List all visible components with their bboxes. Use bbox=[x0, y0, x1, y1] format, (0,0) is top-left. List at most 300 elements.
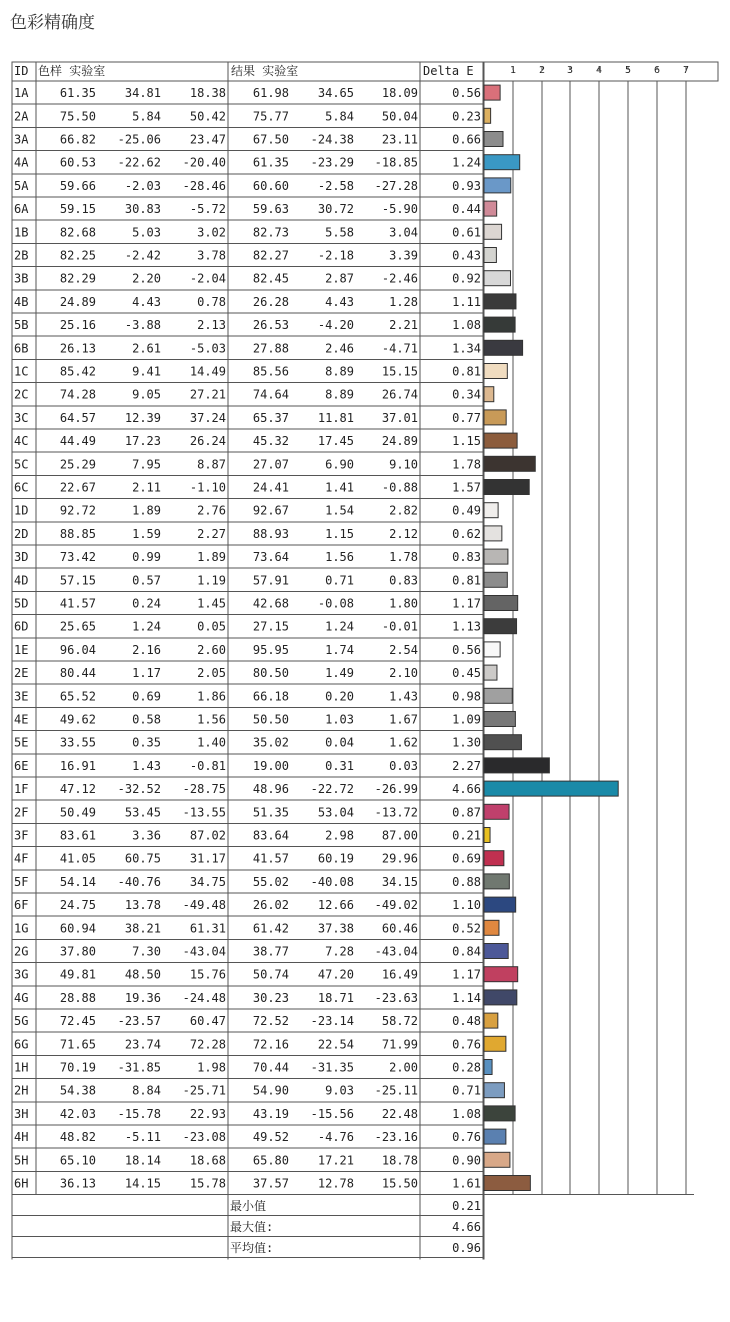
table-row bbox=[12, 549, 508, 568]
delta-e-value: 0.93 bbox=[452, 178, 481, 193]
row-id: 2F bbox=[14, 805, 29, 820]
table-row bbox=[12, 619, 517, 638]
table-row bbox=[12, 712, 515, 731]
result-b-value: 26.74 bbox=[381, 387, 418, 402]
delta-e-value: 0.90 bbox=[452, 1153, 481, 1168]
result-l-value: 72.16 bbox=[252, 1037, 289, 1052]
result-a-value: 17.21 bbox=[317, 1153, 354, 1168]
sample-a-value: 9.41 bbox=[132, 364, 161, 379]
result-b-value: 60.46 bbox=[381, 921, 418, 936]
result-l-value: 80.50 bbox=[252, 666, 289, 681]
sample-b-value: 31.17 bbox=[189, 851, 226, 866]
result-l-value: 26.53 bbox=[252, 318, 289, 333]
result-b-value: -0.88 bbox=[381, 480, 418, 495]
result-a-value: 18.71 bbox=[317, 990, 354, 1005]
result-l-value: 75.77 bbox=[252, 109, 289, 124]
result-l-value: 83.64 bbox=[252, 828, 289, 843]
table-row bbox=[12, 526, 502, 545]
sample-a-value: 13.78 bbox=[124, 898, 161, 913]
delta-e-bar bbox=[484, 155, 520, 170]
row-id: 6E bbox=[14, 758, 29, 773]
row-id: 1A bbox=[14, 86, 29, 101]
sample-a-value: 0.24 bbox=[132, 596, 161, 611]
delta-e-bar bbox=[484, 201, 497, 216]
result-a-value: 2.46 bbox=[325, 341, 354, 356]
result-l-value: 82.73 bbox=[252, 225, 289, 240]
result-b-value: -23.16 bbox=[374, 1130, 418, 1145]
summary-value: 0.21 bbox=[452, 1199, 481, 1214]
result-l-value: 54.90 bbox=[252, 1083, 289, 1098]
sample-b-value: 2.27 bbox=[197, 526, 226, 541]
sample-a-value: -22.62 bbox=[117, 155, 161, 170]
row-id: 4F bbox=[14, 851, 29, 866]
result-l-value: 72.52 bbox=[252, 1014, 289, 1029]
result-b-value: 0.03 bbox=[389, 758, 418, 773]
sample-b-value: 14.49 bbox=[189, 364, 226, 379]
table-row bbox=[12, 85, 500, 104]
result-l-value: 59.63 bbox=[252, 202, 289, 217]
sample-l-value: 70.19 bbox=[59, 1060, 96, 1075]
result-a-value: 1.03 bbox=[325, 712, 354, 727]
sample-l-value: 65.10 bbox=[59, 1153, 96, 1168]
result-l-value: 26.02 bbox=[252, 898, 289, 913]
result-b-value: -43.04 bbox=[374, 944, 418, 959]
result-l-value: 27.15 bbox=[252, 619, 289, 634]
sample-l-value: 61.35 bbox=[59, 86, 96, 101]
result-l-value: 66.18 bbox=[252, 689, 289, 704]
result-l-value: 50.50 bbox=[252, 712, 289, 727]
delta-e-bar bbox=[484, 387, 494, 402]
delta-e-value: 1.61 bbox=[452, 1176, 481, 1191]
table-row bbox=[12, 897, 516, 916]
sample-l-value: 59.66 bbox=[59, 178, 96, 193]
delta-e-value: 0.81 bbox=[452, 364, 481, 379]
sample-a-value: -15.78 bbox=[117, 1106, 161, 1121]
row-id: 5H bbox=[14, 1153, 29, 1168]
delta-e-bar bbox=[484, 317, 515, 332]
result-l-value: 55.02 bbox=[252, 874, 289, 889]
delta-e-value: 0.66 bbox=[452, 132, 481, 147]
row-id: 1G bbox=[14, 921, 29, 936]
row-id: 2B bbox=[14, 248, 29, 263]
result-l-value: 65.80 bbox=[252, 1153, 289, 1168]
x-tick-label: 4 bbox=[596, 65, 603, 76]
sample-b-value: -43.04 bbox=[182, 944, 226, 959]
sample-l-value: 54.14 bbox=[59, 874, 96, 889]
delta-e-value: 1.14 bbox=[452, 990, 481, 1005]
result-b-value: 23.11 bbox=[381, 132, 418, 147]
table-row bbox=[12, 828, 490, 847]
x-tick-label: 5 bbox=[625, 65, 632, 76]
result-a-value: 1.54 bbox=[325, 503, 354, 518]
result-l-value: 37.57 bbox=[252, 1176, 289, 1191]
delta-e-bar bbox=[484, 294, 516, 309]
sample-l-value: 36.13 bbox=[59, 1176, 96, 1191]
result-b-value: 50.04 bbox=[381, 109, 418, 124]
result-b-value: 58.72 bbox=[381, 1014, 418, 1029]
sample-a-value: -3.88 bbox=[124, 318, 161, 333]
delta-e-value: 0.69 bbox=[452, 851, 481, 866]
row-id: 5C bbox=[14, 457, 29, 472]
result-b-value: 1.43 bbox=[389, 689, 418, 704]
result-a-value: -0.08 bbox=[317, 596, 354, 611]
sample-b-value: 26.24 bbox=[189, 434, 226, 449]
result-b-value: 37.01 bbox=[381, 410, 418, 425]
sample-b-value: 18.38 bbox=[189, 86, 226, 101]
result-l-value: 50.74 bbox=[252, 967, 289, 982]
delta-e-bar bbox=[484, 364, 507, 379]
sample-a-value: 0.99 bbox=[132, 550, 161, 565]
header-row bbox=[12, 62, 718, 81]
sample-b-value: 2.05 bbox=[197, 666, 226, 681]
sample-a-value: -32.52 bbox=[117, 782, 161, 797]
result-b-value: 18.09 bbox=[381, 86, 418, 101]
delta-e-bar bbox=[484, 1060, 492, 1075]
sample-a-value: 1.89 bbox=[132, 503, 161, 518]
result-l-value: 38.77 bbox=[252, 944, 289, 959]
result-b-value: 2.54 bbox=[389, 642, 418, 657]
delta-e-bar bbox=[484, 735, 521, 750]
sample-a-value: 4.43 bbox=[132, 294, 161, 309]
delta-e-bar bbox=[484, 340, 523, 355]
result-a-value: 1.56 bbox=[325, 550, 354, 565]
result-b-value: -18.85 bbox=[374, 155, 418, 170]
sample-b-value: 50.42 bbox=[189, 109, 226, 124]
result-l-value: 26.28 bbox=[252, 294, 289, 309]
delta-e-value: 1.78 bbox=[452, 457, 481, 472]
sample-l-value: 33.55 bbox=[59, 735, 96, 750]
delta-e-bar bbox=[484, 1036, 506, 1051]
result-b-value: -25.11 bbox=[374, 1083, 418, 1098]
sample-l-value: 59.15 bbox=[59, 202, 96, 217]
result-l-value: 60.60 bbox=[252, 178, 289, 193]
sample-l-value: 88.85 bbox=[59, 526, 96, 541]
sample-l-value: 22.67 bbox=[59, 480, 96, 495]
sample-a-value: -23.57 bbox=[117, 1014, 161, 1029]
result-a-value: 2.98 bbox=[325, 828, 354, 843]
delta-e-value: 0.48 bbox=[452, 1014, 481, 1029]
table-row bbox=[12, 224, 502, 243]
delta-e-value: 1.34 bbox=[452, 341, 481, 356]
sample-l-value: 60.53 bbox=[59, 155, 96, 170]
sample-l-value: 73.42 bbox=[59, 550, 96, 565]
delta-e-bar bbox=[484, 503, 498, 518]
sample-l-value: 64.57 bbox=[59, 410, 96, 425]
sample-l-value: 96.04 bbox=[59, 642, 96, 657]
sample-a-value: 1.24 bbox=[132, 619, 161, 634]
result-a-value: 12.78 bbox=[317, 1176, 354, 1191]
delta-e-value: 0.49 bbox=[452, 503, 481, 518]
sample-a-value: 3.36 bbox=[132, 828, 161, 843]
delta-e-value: 0.76 bbox=[452, 1037, 481, 1052]
row-id: 5E bbox=[14, 735, 29, 750]
x-tick-label: 7 bbox=[683, 65, 690, 76]
sample-l-value: 72.45 bbox=[59, 1014, 96, 1029]
sample-l-value: 83.61 bbox=[59, 828, 96, 843]
sample-b-value: 2.60 bbox=[197, 642, 226, 657]
result-b-value: 2.10 bbox=[389, 666, 418, 681]
sample-b-value: 34.75 bbox=[189, 874, 226, 889]
sample-l-value: 41.57 bbox=[59, 596, 96, 611]
row-id: 5A bbox=[14, 178, 29, 193]
delta-e-value: 0.28 bbox=[452, 1060, 481, 1075]
sample-a-value: 0.35 bbox=[132, 735, 161, 750]
table-row bbox=[12, 155, 520, 174]
row-id: 2G bbox=[14, 944, 29, 959]
result-a-value: -15.56 bbox=[310, 1106, 354, 1121]
table-row bbox=[12, 201, 497, 220]
delta-e-bar bbox=[484, 990, 517, 1005]
delta-e-value: 0.88 bbox=[452, 874, 481, 889]
summary-row bbox=[12, 1198, 484, 1216]
table-row bbox=[12, 364, 507, 383]
header-id: ID bbox=[14, 64, 29, 78]
table-row bbox=[12, 851, 504, 870]
sample-l-value: 42.03 bbox=[59, 1106, 96, 1121]
sample-b-value: -1.10 bbox=[189, 480, 226, 495]
sample-l-value: 47.12 bbox=[59, 782, 96, 797]
result-b-value: 9.10 bbox=[389, 457, 418, 472]
result-a-value: 4.43 bbox=[325, 294, 354, 309]
row-id: 1F bbox=[14, 782, 29, 797]
table-row bbox=[12, 410, 506, 429]
result-l-value: 27.88 bbox=[252, 341, 289, 356]
result-b-value: 18.78 bbox=[381, 1153, 418, 1168]
sample-l-value: 71.65 bbox=[59, 1037, 96, 1052]
delta-e-bar bbox=[484, 897, 516, 912]
sample-a-value: 34.81 bbox=[124, 86, 161, 101]
sample-b-value: -20.40 bbox=[182, 155, 226, 170]
sample-l-value: 26.13 bbox=[59, 341, 96, 356]
sample-a-value: 5.03 bbox=[132, 225, 161, 240]
row-id: 4A bbox=[14, 155, 29, 170]
table-row bbox=[12, 248, 496, 267]
sample-b-value: 3.02 bbox=[197, 225, 226, 240]
row-id: 6D bbox=[14, 619, 29, 634]
row-id: 2E bbox=[14, 666, 29, 681]
result-b-value: 29.96 bbox=[381, 851, 418, 866]
result-l-value: 67.50 bbox=[252, 132, 289, 147]
result-a-value: 5.84 bbox=[325, 109, 354, 124]
row-id: 4E bbox=[14, 712, 29, 727]
table-row bbox=[12, 920, 499, 939]
sample-a-value: 7.95 bbox=[132, 457, 161, 472]
sample-b-value: 2.76 bbox=[197, 503, 226, 518]
sample-l-value: 82.29 bbox=[59, 271, 96, 286]
sample-b-value: 60.47 bbox=[189, 1014, 226, 1029]
sample-l-value: 50.49 bbox=[59, 805, 96, 820]
summary-row bbox=[12, 1240, 484, 1258]
delta-e-value: 1.08 bbox=[452, 1106, 481, 1121]
sample-b-value: 1.89 bbox=[197, 550, 226, 565]
result-l-value: 73.64 bbox=[252, 550, 289, 565]
table-row bbox=[12, 781, 618, 800]
result-l-value: 43.19 bbox=[252, 1106, 289, 1121]
header-sample-lab: 色样 实验室 bbox=[38, 64, 106, 78]
delta-e-bar bbox=[484, 851, 504, 866]
delta-e-value: 1.24 bbox=[452, 155, 481, 170]
result-b-value: 87.00 bbox=[381, 828, 418, 843]
delta-e-bar bbox=[484, 271, 510, 286]
row-id: 2D bbox=[14, 526, 29, 541]
delta-e-value: 0.44 bbox=[452, 202, 481, 217]
result-b-value: 16.49 bbox=[381, 967, 418, 982]
sample-l-value: 60.94 bbox=[59, 921, 96, 936]
result-l-value: 24.41 bbox=[252, 480, 289, 495]
sample-l-value: 74.28 bbox=[59, 387, 96, 402]
result-b-value: 0.83 bbox=[389, 573, 418, 588]
table-row bbox=[12, 874, 509, 893]
sample-l-value: 25.29 bbox=[59, 457, 96, 472]
delta-e-value: 0.43 bbox=[452, 248, 481, 263]
result-a-value: -4.20 bbox=[317, 318, 354, 333]
sample-b-value: -2.04 bbox=[189, 271, 226, 286]
header-delta-e: Delta E bbox=[423, 64, 474, 78]
sample-b-value: 23.47 bbox=[189, 132, 226, 147]
delta-e-bar bbox=[484, 1152, 510, 1167]
result-b-value: -4.71 bbox=[381, 341, 418, 356]
row-id: 6F bbox=[14, 898, 29, 913]
table-row bbox=[12, 294, 516, 313]
delta-e-bar bbox=[484, 920, 499, 935]
row-id: 3E bbox=[14, 689, 29, 704]
sample-a-value: 2.20 bbox=[132, 271, 161, 286]
table-row bbox=[12, 596, 518, 615]
delta-e-value: 0.77 bbox=[452, 410, 481, 425]
table-row bbox=[12, 1106, 515, 1125]
result-b-value: -49.02 bbox=[374, 898, 418, 913]
result-a-value: 37.38 bbox=[317, 921, 354, 936]
delta-e-value: 0.76 bbox=[452, 1130, 481, 1145]
result-b-value: 1.78 bbox=[389, 550, 418, 565]
result-a-value: 9.03 bbox=[325, 1083, 354, 1098]
table-row bbox=[12, 387, 494, 406]
result-a-value: 11.81 bbox=[317, 410, 354, 425]
delta-e-bar bbox=[484, 1176, 530, 1191]
summary-label: 最大值: bbox=[230, 1220, 274, 1235]
result-a-value: 8.89 bbox=[325, 364, 354, 379]
result-l-value: 45.32 bbox=[252, 434, 289, 449]
result-b-value: -5.90 bbox=[381, 202, 418, 217]
row-id: 1C bbox=[14, 364, 29, 379]
result-b-value: 22.48 bbox=[381, 1106, 418, 1121]
result-b-value: -26.99 bbox=[374, 782, 418, 797]
delta-e-bar bbox=[484, 1129, 506, 1144]
sample-l-value: 54.38 bbox=[59, 1083, 96, 1098]
row-id: 1B bbox=[14, 225, 29, 240]
delta-e-bar bbox=[484, 712, 515, 727]
sample-b-value: -13.55 bbox=[182, 805, 226, 820]
row-id: 5B bbox=[14, 318, 29, 333]
sample-l-value: 24.89 bbox=[59, 294, 96, 309]
sample-a-value: 53.45 bbox=[124, 805, 161, 820]
delta-e-value: 1.57 bbox=[452, 480, 481, 495]
result-a-value: 1.24 bbox=[325, 619, 354, 634]
result-a-value: 53.04 bbox=[317, 805, 354, 820]
delta-e-bar bbox=[484, 688, 512, 703]
delta-e-value: 0.61 bbox=[452, 225, 481, 240]
sample-a-value: -40.76 bbox=[117, 874, 161, 889]
result-a-value: 47.20 bbox=[317, 967, 354, 982]
result-l-value: 65.37 bbox=[252, 410, 289, 425]
page-title: 色彩精确度 bbox=[10, 13, 95, 33]
table-row bbox=[12, 340, 523, 359]
result-a-value: 7.28 bbox=[325, 944, 354, 959]
table-row bbox=[12, 1176, 530, 1195]
result-a-value: 0.71 bbox=[325, 573, 354, 588]
result-l-value: 35.02 bbox=[252, 735, 289, 750]
result-a-value: 6.90 bbox=[325, 457, 354, 472]
delta-e-bar bbox=[484, 178, 511, 193]
delta-e-bar bbox=[484, 410, 506, 425]
result-l-value: 19.00 bbox=[252, 758, 289, 773]
result-a-value: 0.20 bbox=[325, 689, 354, 704]
delta-e-value: 1.17 bbox=[452, 596, 481, 611]
delta-e-bar bbox=[484, 526, 502, 541]
row-id: 5F bbox=[14, 874, 29, 889]
sample-a-value: 7.30 bbox=[132, 944, 161, 959]
result-l-value: 74.64 bbox=[252, 387, 289, 402]
sample-a-value: 30.83 bbox=[124, 202, 161, 217]
table-row bbox=[12, 1036, 506, 1055]
sample-b-value: 1.86 bbox=[197, 689, 226, 704]
sample-l-value: 66.82 bbox=[59, 132, 96, 147]
result-a-value: 12.66 bbox=[317, 898, 354, 913]
result-l-value: 27.07 bbox=[252, 457, 289, 472]
delta-e-value: 0.62 bbox=[452, 526, 481, 541]
table-row bbox=[12, 132, 503, 151]
sample-b-value: 1.45 bbox=[197, 596, 226, 611]
result-b-value: 15.50 bbox=[381, 1176, 418, 1191]
result-l-value: 51.35 bbox=[252, 805, 289, 820]
sample-b-value: 61.31 bbox=[189, 921, 226, 936]
delta-e-value: 0.83 bbox=[452, 550, 481, 565]
sample-b-value: 1.19 bbox=[197, 573, 226, 588]
result-a-value: -4.76 bbox=[317, 1130, 354, 1145]
delta-e-value: 0.56 bbox=[452, 642, 481, 657]
delta-e-bar bbox=[484, 433, 517, 448]
delta-e-value: 1.09 bbox=[452, 712, 481, 727]
result-b-value: 2.12 bbox=[389, 526, 418, 541]
result-l-value: 41.57 bbox=[252, 851, 289, 866]
summary-label: 最小值 bbox=[230, 1199, 267, 1214]
row-id: 6A bbox=[14, 202, 29, 217]
result-b-value: 2.00 bbox=[389, 1060, 418, 1075]
delta-e-bar bbox=[484, 642, 500, 657]
row-id: 4B bbox=[14, 294, 29, 309]
sample-b-value: -5.72 bbox=[189, 202, 226, 217]
delta-e-value: 1.11 bbox=[452, 294, 481, 309]
sample-l-value: 57.15 bbox=[59, 573, 96, 588]
sample-a-value: -2.03 bbox=[124, 178, 161, 193]
delta-e-bar bbox=[484, 828, 490, 843]
result-b-value: 2.21 bbox=[389, 318, 418, 333]
result-b-value: -27.28 bbox=[374, 178, 418, 193]
sample-l-value: 44.49 bbox=[59, 434, 96, 449]
sample-b-value: 37.24 bbox=[189, 410, 226, 425]
row-id: 2A bbox=[14, 109, 29, 124]
sample-l-value: 80.44 bbox=[59, 666, 96, 681]
row-id: 6C bbox=[14, 480, 29, 495]
result-l-value: 42.68 bbox=[252, 596, 289, 611]
row-id: 1E bbox=[14, 642, 29, 657]
delta-e-value: 0.52 bbox=[452, 921, 481, 936]
result-a-value: 60.19 bbox=[317, 851, 354, 866]
header-result-lab: 结果 实验室 bbox=[231, 64, 299, 78]
delta-e-bar bbox=[484, 572, 507, 587]
result-a-value: 0.31 bbox=[325, 758, 354, 773]
table-row bbox=[12, 433, 517, 452]
